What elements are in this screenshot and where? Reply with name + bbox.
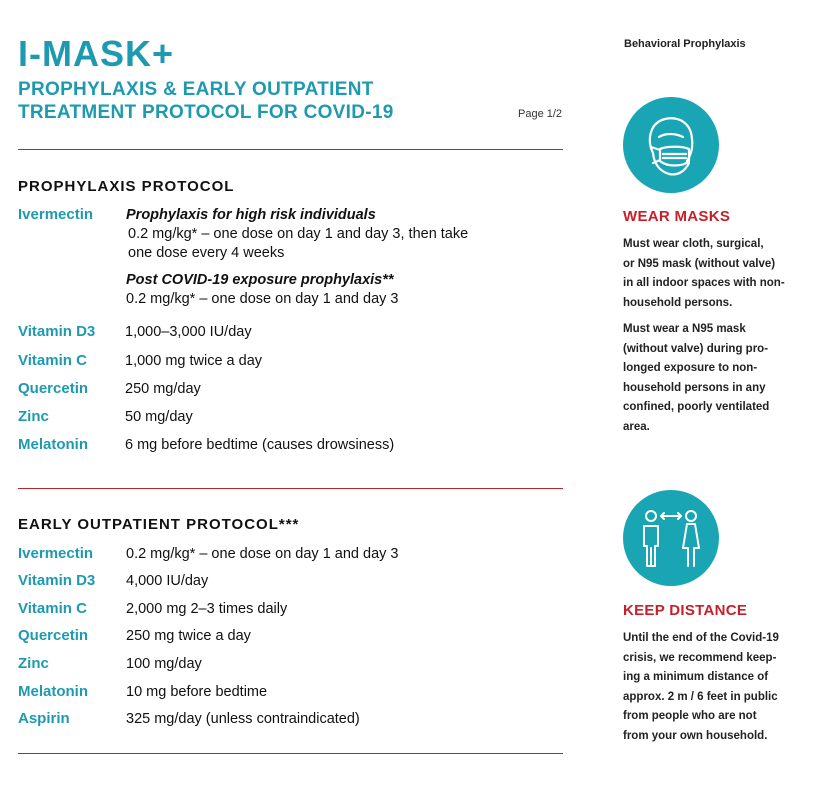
face-mask-icon (623, 97, 719, 193)
wear-masks-title: WEAR MASKS (623, 208, 731, 225)
divider-bottom (18, 753, 563, 754)
keep-distance-text (623, 629, 803, 753)
drug-name: Melatonin (18, 683, 88, 700)
drug-name: Vitamin D3 (18, 323, 96, 340)
post-exposure-dose: 0.2 mg/kg* – one dose on day 1 and day 3 (126, 291, 399, 307)
high-risk-line-1: 0.2 mg/kg* – one dose on day 1 and day 3, then take (128, 226, 469, 242)
drug-dose: 10 mg before bedtime (126, 684, 268, 700)
document-subtitle (18, 78, 394, 124)
drug-name: Aspirin (18, 710, 70, 727)
drug-name: Vitamin C (18, 352, 87, 369)
drug-dose: 250 mg twice a day (126, 628, 251, 644)
subtitle-line-2: TREATMENT PROTOCOL FOR COVID-19 (18, 102, 394, 123)
drug-dose: 250 mg/day (125, 381, 201, 397)
drug-name: Quercetin (18, 380, 89, 397)
drug-name: Ivermectin (18, 206, 94, 223)
keep-distance-title: KEEP DISTANCE (623, 602, 748, 619)
masks-p1-line: Must wear cloth, surgical, (623, 238, 764, 250)
early-heading: EARLY OUTPATIENT PROTOCOL*** (18, 516, 300, 533)
divider-middle (18, 488, 563, 489)
distance-line: Until the end of the Covid-19 (623, 632, 779, 644)
drug-name: Zinc (18, 408, 49, 425)
wear-masks-text (623, 235, 803, 444)
masks-p2-line: confined, poorly ventilated (623, 401, 770, 413)
high-risk-line-2: one dose every 4 weeks (128, 245, 285, 261)
post-exposure-title: Post COVID-19 exposure prophylaxis** (126, 272, 394, 288)
divider-top (18, 149, 563, 150)
drug-dose: 2,000 mg 2–3 times daily (126, 601, 288, 617)
drug-dose: 325 mg/day (unless contraindicated) (126, 711, 360, 727)
drug-dose: 100 mg/day (126, 656, 202, 672)
drug-dose: 1,000–3,000 IU/day (125, 324, 252, 340)
masks-p2-line: Must wear a N95 mask (623, 323, 746, 335)
sidebar-title: Behavioral Prophylaxis (624, 38, 746, 50)
drug-name: Vitamin C (18, 600, 87, 617)
masks-p1-line: household persons. (623, 296, 733, 309)
drug-dose: 0.2 mg/kg* – one dose on day 1 and day 3 (126, 546, 399, 562)
drug-dose: 1,000 mg twice a day (125, 353, 263, 369)
distance-line: crisis, we recommend keep- (623, 651, 777, 664)
distance-line: from people who are not (623, 710, 757, 722)
masks-p2-line: area. (623, 420, 650, 433)
masks-p1-line: in all indoor spaces with non- (623, 277, 785, 289)
ivermectin-high-risk (126, 206, 468, 309)
page-number: Page 1/2 (518, 108, 563, 120)
drug-name: Melatonin (18, 436, 88, 453)
drug-dose: 4,000 IU/day (126, 573, 209, 589)
distance-line: approx. 2 m / 6 feet in public (623, 690, 778, 703)
drug-dose: 50 mg/day (125, 409, 193, 425)
drug-dose: 6 mg before bedtime (causes drowsiness) (125, 437, 395, 453)
masks-p1-line: or N95 mask (without valve) (623, 257, 776, 270)
distance-line: from your own household. (623, 729, 768, 742)
high-risk-title: Prophylaxis for high risk individuals (126, 207, 376, 223)
subtitle-line-1: PROPHYLAXIS & EARLY OUTPATIENT (18, 79, 374, 100)
masks-p2-line: (without valve) during pro- (623, 342, 769, 355)
drug-name: Vitamin D3 (18, 572, 96, 589)
prophylaxis-heading: PROPHYLAXIS PROTOCOL (18, 178, 235, 195)
logo: I-MASK+ (18, 33, 175, 74)
drug-name: Zinc (18, 655, 49, 672)
masks-p2-line: longed exposure to non- (623, 362, 758, 374)
drug-name: Ivermectin (18, 545, 94, 562)
social-distance-icon (623, 490, 719, 586)
drug-name: Quercetin (18, 627, 89, 644)
masks-p2-line: household persons in any (623, 381, 766, 394)
distance-line: ing a minimum distance of (623, 671, 769, 683)
